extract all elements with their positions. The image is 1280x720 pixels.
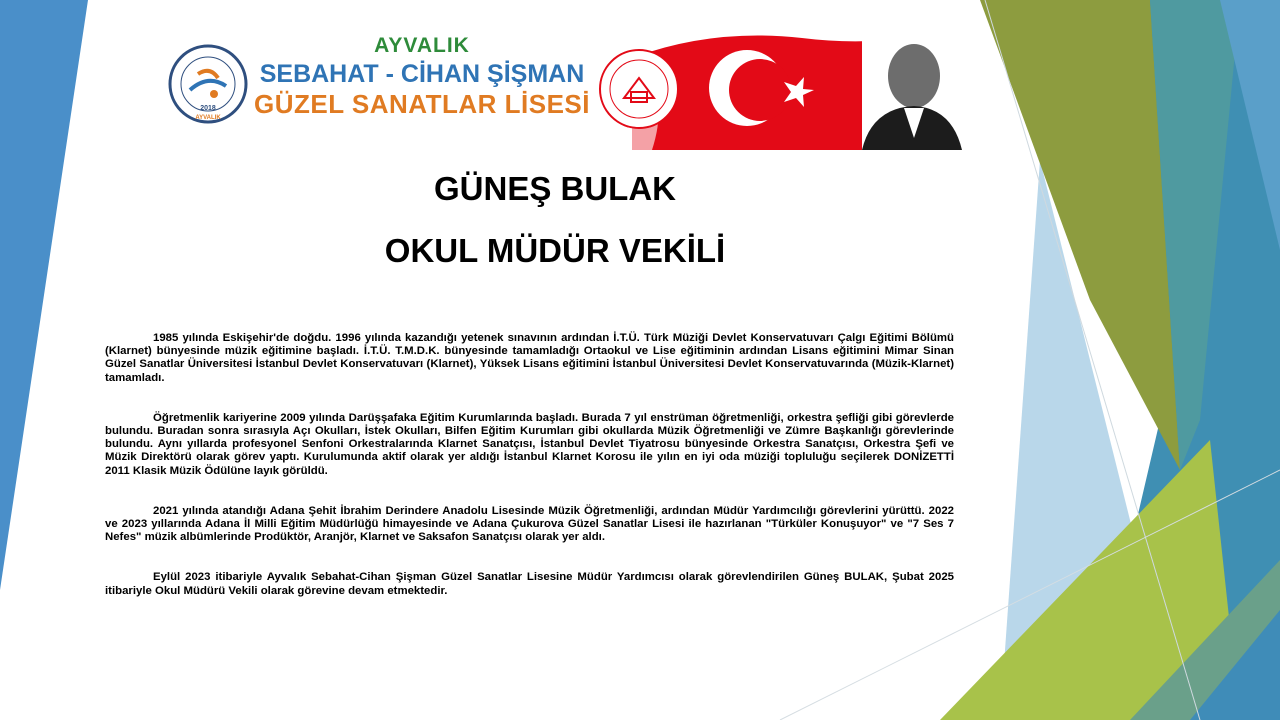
school-city: AYVALIK [374, 34, 470, 57]
bio-paragraph: Öğretmenlik kariyerine 2009 yılında Darüşşafaka Eğitim Kurumlarında başladı. Burada 7 yıl enstrüman öğretmenliği, orkestra şefliği gibi görevlerde bulundu. Buradan sonra sırasıyla Açı Okulları, İstek Okulları, Bilfen Eğitim Kurumları gibi okullarda Müzik Öğretmenliği ve Zümre Başkanlığı görevlerinde bulundu. Aynı yıllarda profesyonel Senfoni Orkestralarında Klarnet Sanatçısı, İstanbul Devlet Tiyatrosu bünyesinde Orkestra Sanatçısı, Orkestra Şefi ve Müzik Direktörü olarak görev yaptı. Kurulumunda aktif olarak yer aldığı İstanbul Klarnet Korosu ile yılın en iyi oda müziği topluluğu seçilerek DONİZETTİ 2011 Klasik Müzik Ödülüne layık görüldü. [105, 411, 954, 477]
logo-year: 2018 [200, 105, 216, 112]
school-name-line: SEBAHAT - CİHAN ŞİŞMAN [259, 60, 585, 88]
person-name: GÜNEŞ BULAK [433, 170, 676, 207]
school-type-line: GÜZEL SANATLAR LİSESİ [254, 89, 590, 119]
biography [105, 332, 954, 625]
ministry-emblem-icon [598, 48, 680, 130]
school-logo [168, 44, 248, 124]
logo-city: AYVALIK [195, 115, 221, 121]
turkish-flag-image [632, 28, 962, 150]
bio-paragraph: 2021 yılında atandığı Adana Şehit İbrahim Derindere Anadolu Lisesinde Müzik Öğretmenliği, ardından Müdür Yardımcılığı görevlerini yürüttü. 2022 ve 2023 yıllarında Adana İl Milli Eğitim Müdürlüğü himayesinde ve Adana Çukurova Güzel Sanatlar Lisesi ile hazırlanan "Türküler Konuşuyor" ve "7 Ses 7 Nefes" müzik albümlerinde Prodüktör, Aranjör, Klarnet ve Saksafon Sanatçısı olarak yer aldı. [105, 504, 954, 544]
bio-paragraph: 1985 yılında Eskişehir'de doğdu. 1996 yılında kazandığı yetenek sınavının ardından İ.T.Ü. Türk Müziği Devlet Konservatuvarı Çalgı Eğitimi Bölümü (Klarnet) bünyesinde müzik eğitimine başladı. İ.T.Ü. T.M.D.K. bünyesinde tamamladığı Ortaokul ve Lise eğitiminin ardından Lisans eğitimini Mimar Sinan Güzel Sanatlar Üniversitesi İstanbul Devlet Konservatuvarı (Klarnet), Yüksek Lisans eğitimini İstanbul Üniversitesi Devlet Konservatuvarında (Müzik-Klarnet) tamamladı. [105, 332, 954, 384]
left-blue-shape [0, 0, 88, 590]
school-banner [162, 28, 962, 150]
person-title: OKUL MÜDÜR VEKİLİ [384, 232, 726, 269]
school-name [252, 34, 592, 120]
bio-paragraph: Eylül 2023 itibariyle Ayvalık Sebahat-Cihan Şişman Güzel Sanatlar Lisesine Müdür Yardımcısı olarak görevlendirilen Güneş BULAK, Şubat 2025 itibariyle Okul Müdürü Vekili olarak görevine devam etmektedir. [105, 571, 954, 597]
